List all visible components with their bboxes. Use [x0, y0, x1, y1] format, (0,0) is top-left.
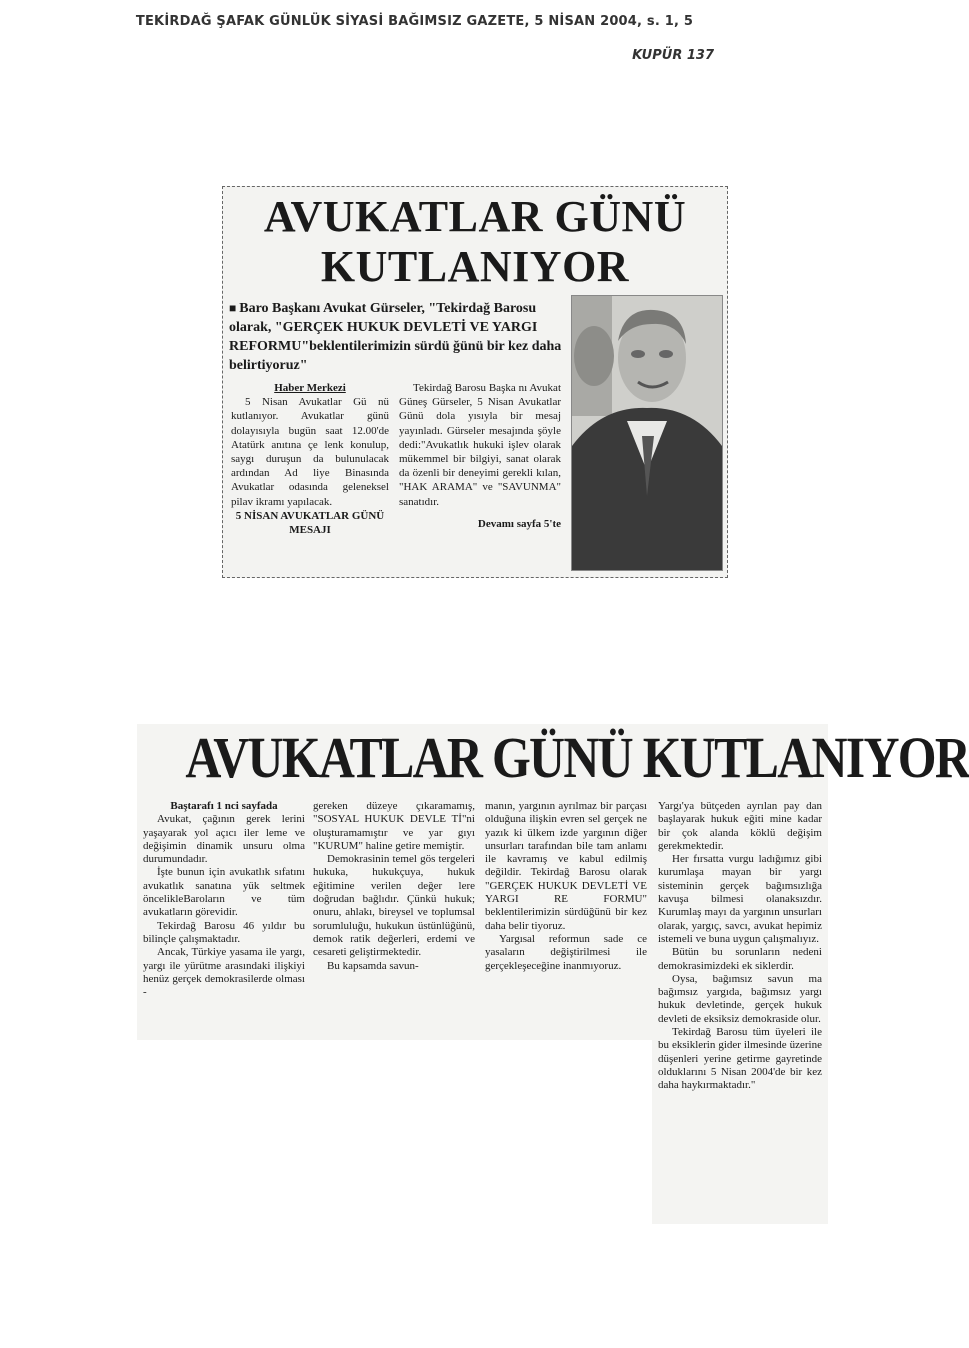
subheadline-text: Baro Başkanı Avukat Gürseler, "Tekirdağ Barosu olarak, "GERÇEK HUKUK DEVLETİ VE YARGI REFORMU"beklentilerimizin sürdü ğünü bir kez daha belirtiyoruz"	[229, 301, 562, 373]
paragraph: Tekirdağ Barosu tüm üyeleri ile bu eksiklerin gider ilmesinde üzerine düşenleri yerine getirme gayretinde olduklarını 5 Nisan 2004'de bir kez daha haykırmaktadır."	[658, 1026, 822, 1092]
paragraph: Demokrasinin temel gös tergeleri hukuka, hukukçuya, hukuk eğitimine verilen değer lere doğrudan bağlıdır. Çünkü hukuk; onuru, ahlakı, bireysel ve toplumsal sorumluluğu, hukukun üstünlüğünü, demok ratik değerleri, erdemi ve cesareti geliştirmektedir.	[313, 853, 475, 959]
paragraph: Oysa, bağımsız savun ma bağımsız yargıda, bağımsız yargı hukuk devletinde, gerçek hukuk devleti de eksiksiz demokraside olur.	[658, 972, 822, 1025]
paragraph: Yargı'ya bütçeden ayrılan pay dan başlayarak hukuk eğiti mine kadar bir çok alanda köklü değişim gerekmektedir.	[658, 800, 822, 852]
continuation-headline: AVUKATLAR GÜNÜ KUTLANIYOR	[185, 725, 969, 790]
article-column-2	[399, 381, 561, 531]
subheadline	[229, 299, 565, 375]
front-page-clipping	[222, 186, 728, 578]
section-heading: 5 NİSAN AVUKATLAR GÜNÜ MESAJI	[235, 509, 385, 537]
paragraph: Bu kapsamda savun-	[327, 959, 419, 972]
bullet-square-icon: ■	[229, 301, 240, 315]
paragraph: manın, yargının ayrılmaz bir parçası olduğuna ilişkin evren sel gerçek ne yazık ki ülkem izde yargının diğer unsurları tarafından bile tam anlamı ile kavramış ve kabul edilmiş değildir. Tekirdağ Barosu olarak "GERÇEK HUKUK DEVLETİ VE YARGI RE FORMU" beklentilerimizin sürdüğünü bir kez daha belir tiyoruz.	[485, 800, 647, 932]
paragraph: Tekirdağ Barosu 46 yıldır bu bilinçle çalışmaktadır.	[143, 919, 305, 945]
paragraph: Bütün bu sorunların nedeni demokrasimizdeki ek siklerdir.	[658, 946, 822, 972]
continuation-column-2	[313, 800, 475, 973]
continued-note: Devamı sayfa 5'te	[477, 517, 561, 530]
paragraph: İşte bunun için avukatlık sıfatını avukatlık sanatına yük seltmek öncelikleBaroların ve tüm avukatların görevidir.	[143, 866, 305, 919]
headline-line-2: KUTLANIYOR	[320, 242, 630, 291]
paragraph: Avukat, çağının gerek lerini yaşayarak yol açıcı iler leme ve değişimin dinamik unsuru olma durumundadır.	[143, 813, 305, 866]
newspaper-source-line: TEKİRDAĞ ŞAFAK GÜNLÜK SİYASİ BAĞIMSIZ GAZETE, 5 NİSAN 2004, s. 1, 5	[135, 14, 694, 29]
byline: Haber Merkezi	[274, 382, 346, 394]
headline-line-1: AVUKATLAR GÜNÜ	[263, 192, 687, 241]
continuation-column-1	[143, 800, 305, 999]
paragraph: Her fırsatta vurgu ladığımız gibi kurumlaşa mayan bir yargı sisteminin gerçek bağımsızlığa kavuşa bilmesi olanaksızdır. Kurumlaş mayı da yargının unsurları olarak, yargıç, savcı, avukat hepimiz istemeli ve buna uygun çalışmalıyız.	[658, 853, 822, 945]
portrait-photo	[571, 295, 723, 571]
continuation-column-3	[485, 800, 647, 973]
column-1-body: 5 Nisan Avukatlar Gü nü kutlanıyor. Avukatlar günü dolayısıyla bugün saat 12.00'de Atatürk anıtına çe lenk konulup, saygı duruşun da bulunulacak ardından Ad liye Binasında Avukatlar odasında geleneksel pilav ikramı yapılacak.	[231, 396, 389, 508]
portrait-photo-graphic	[572, 296, 722, 570]
paragraph: gereken düzeye çıkaramamış, "SOSYAL HUKUK DEVLE Tİ"ni oluşturamamıştır ve yar gıyı "KURUM" haline getire memiştir.	[313, 800, 475, 852]
continued-from-note: Baştarafı 1 nci sayfada	[170, 800, 278, 812]
continuation-column-4	[658, 800, 822, 1093]
column-2-body: Tekirdağ Barosu Başka nı Avukat Güneş Gürseler, 5 Nisan Avukatlar Günü dola yısıyla bir mesaj yayınladı. Gürseler mesajında şöyle dedi:"Avukatlık hukuki işlev olarak mükemmel bir bilgiyi, sanat olarak da özenli bir deneyimi gerekli kılan, "HAK ARAMA" ve "SAVUNMA" sanatıdır.	[399, 382, 561, 508]
clipping-number: KUPÜR 137	[632, 48, 714, 63]
paragraph: Yargısal reformun sade ce yasaların değiştirilmesi ile gerçekleşeceğine inanmıyoruz.	[485, 932, 647, 972]
article-column-1	[231, 381, 389, 537]
paragraph: Ancak, Türkiye yasama ile yargı, yargı ile yürütme arasındaki ilişkiyi henüz gerçek demokrasilerde olması -	[143, 946, 305, 999]
